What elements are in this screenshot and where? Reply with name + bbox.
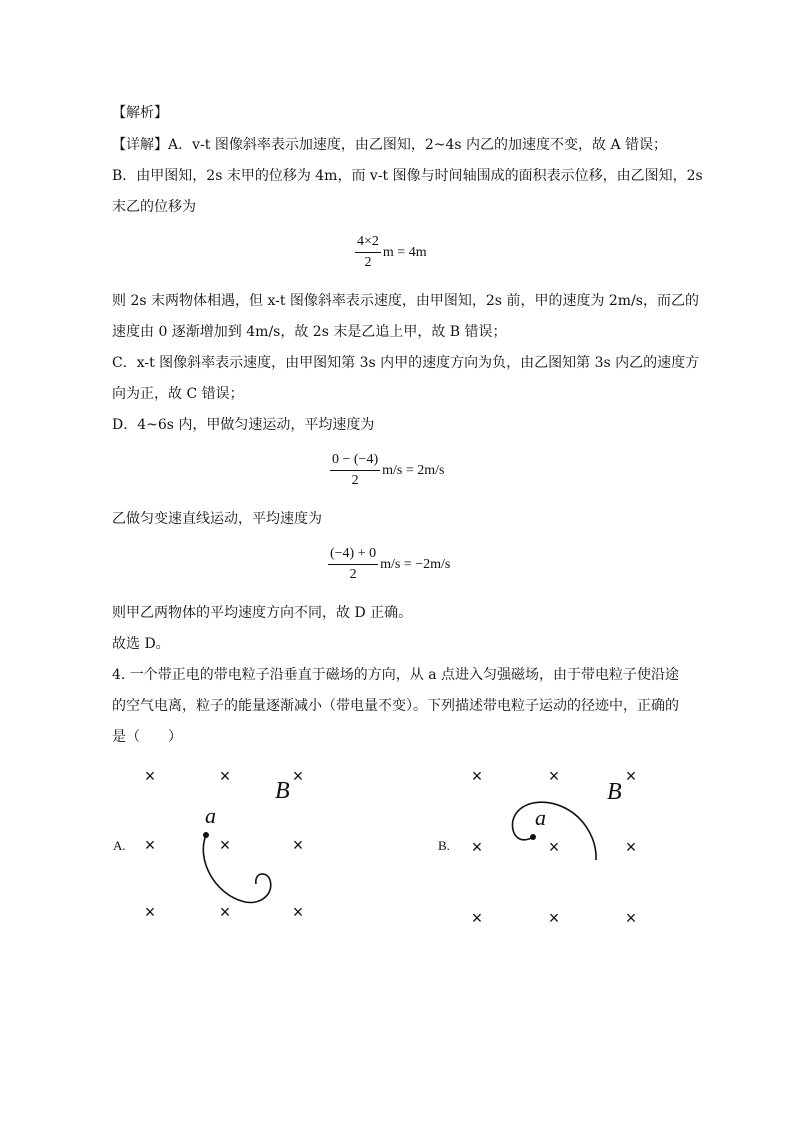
equation-2-fraction <box>330 452 380 489</box>
analysis-line-c2: 向为正，故 C 错误； <box>112 386 244 402</box>
field-label-b: B <box>275 778 290 804</box>
question-4-line1: 4. 一个带正电的带电粒子沿垂直于磁场的方向，从 a 点进入匀强磁场，由于带电粒子使沿途 <box>112 667 680 683</box>
equation-2-denominator: 2 <box>351 473 359 488</box>
field-cross-icon: × <box>144 766 156 786</box>
equation-2 <box>330 452 444 489</box>
analysis-line-a: 【详解】A．v-t 图像斜率表示加速度，由乙图知，2~4s 内乙的加速度不变，故 A 错误； <box>112 137 668 153</box>
option-a-label: A. <box>113 838 126 853</box>
equation-3-numerator: (−4) + 0 <box>328 546 378 565</box>
field-cross-icon: × <box>292 835 304 855</box>
field-cross-icon: × <box>625 837 637 857</box>
equation-1-result: m = 4m <box>382 244 427 260</box>
entry-point-b <box>530 834 536 840</box>
question-4-line3: 是（ ） <box>112 729 182 745</box>
field-cross-icon: × <box>144 835 156 855</box>
equation-1-denominator: 2 <box>364 255 372 270</box>
field-cross-icon: × <box>548 908 560 928</box>
equation-3-result: m/s = −2m/s <box>380 556 451 572</box>
point-label-a: a <box>535 805 546 830</box>
field-cross-icon: × <box>548 837 560 857</box>
field-cross-icon: × <box>219 902 231 922</box>
field-cross-icon: × <box>625 908 637 928</box>
analysis-heading: 【解析】 <box>112 105 168 121</box>
equation-1-numerator: 4×2 <box>355 234 381 253</box>
field-cross-icon: × <box>292 902 304 922</box>
field-cross-icon: × <box>292 766 304 786</box>
question-4-line2: 的空气电离，粒子的能量逐渐减小（带电量不变）。下列描述带电粒子运动的径迹中，正确的 <box>112 698 679 714</box>
point-label-a: a <box>205 803 216 828</box>
equation-2-numerator: 0 − (−4) <box>330 452 380 471</box>
analysis-line-c1: C．x-t 图像斜率表示速度，由甲图知第 3s 内甲的速度方向为负，由乙图知第 3s 内乙的速度方 <box>112 355 700 371</box>
field-cross-icon: × <box>144 902 156 922</box>
trajectory-a <box>203 835 270 902</box>
equation-1 <box>355 234 427 271</box>
field-cross-icon: × <box>625 766 637 786</box>
equation-1-fraction <box>355 234 381 271</box>
field-cross-icon: × <box>219 766 231 786</box>
field-cross-icon: × <box>471 837 483 857</box>
analysis-line-b3: 则 2s 末两物体相遇，但 x-t 图像斜率表示速度，由甲图知，2s 前，甲的速度为 2m/s，而乙的 <box>112 293 699 309</box>
option-b-label: B. <box>438 838 450 853</box>
equation-3 <box>328 546 450 583</box>
field-cross-icon: × <box>471 766 483 786</box>
analysis-line-b2: 末乙的位移为 <box>112 199 196 215</box>
entry-point-a <box>203 832 209 838</box>
field-cross-icon: × <box>471 908 483 928</box>
analysis-conclusion: 故选 D。 <box>112 636 170 652</box>
analysis-line-d1: D．4~6s 内，甲做匀速运动，平均速度为 <box>112 417 375 433</box>
equation-3-fraction <box>328 546 378 583</box>
analysis-line-d2: 乙做匀变速直线运动，平均速度为 <box>112 511 322 527</box>
equation-3-denominator: 2 <box>349 567 357 582</box>
analysis-line-b4: 速度由 0 逐渐增加到 4m/s，故 2s 末是乙追上甲，故 B 错误； <box>112 324 507 340</box>
analysis-line-b1: B．由甲图知，2s 末甲的位移为 4m，而 v-t 图像与时间轴围成的面积表示位移，由乙图知，2s <box>112 168 703 184</box>
trajectory-b <box>512 802 596 860</box>
equation-2-result: m/s = 2m/s <box>382 462 445 478</box>
field-cross-icon: × <box>548 766 560 786</box>
field-label-b: B <box>607 779 622 805</box>
analysis-line-d3: 则甲乙两物体的平均速度方向不同，故 D 正确。 <box>112 605 413 621</box>
field-cross-icon: × <box>219 835 231 855</box>
